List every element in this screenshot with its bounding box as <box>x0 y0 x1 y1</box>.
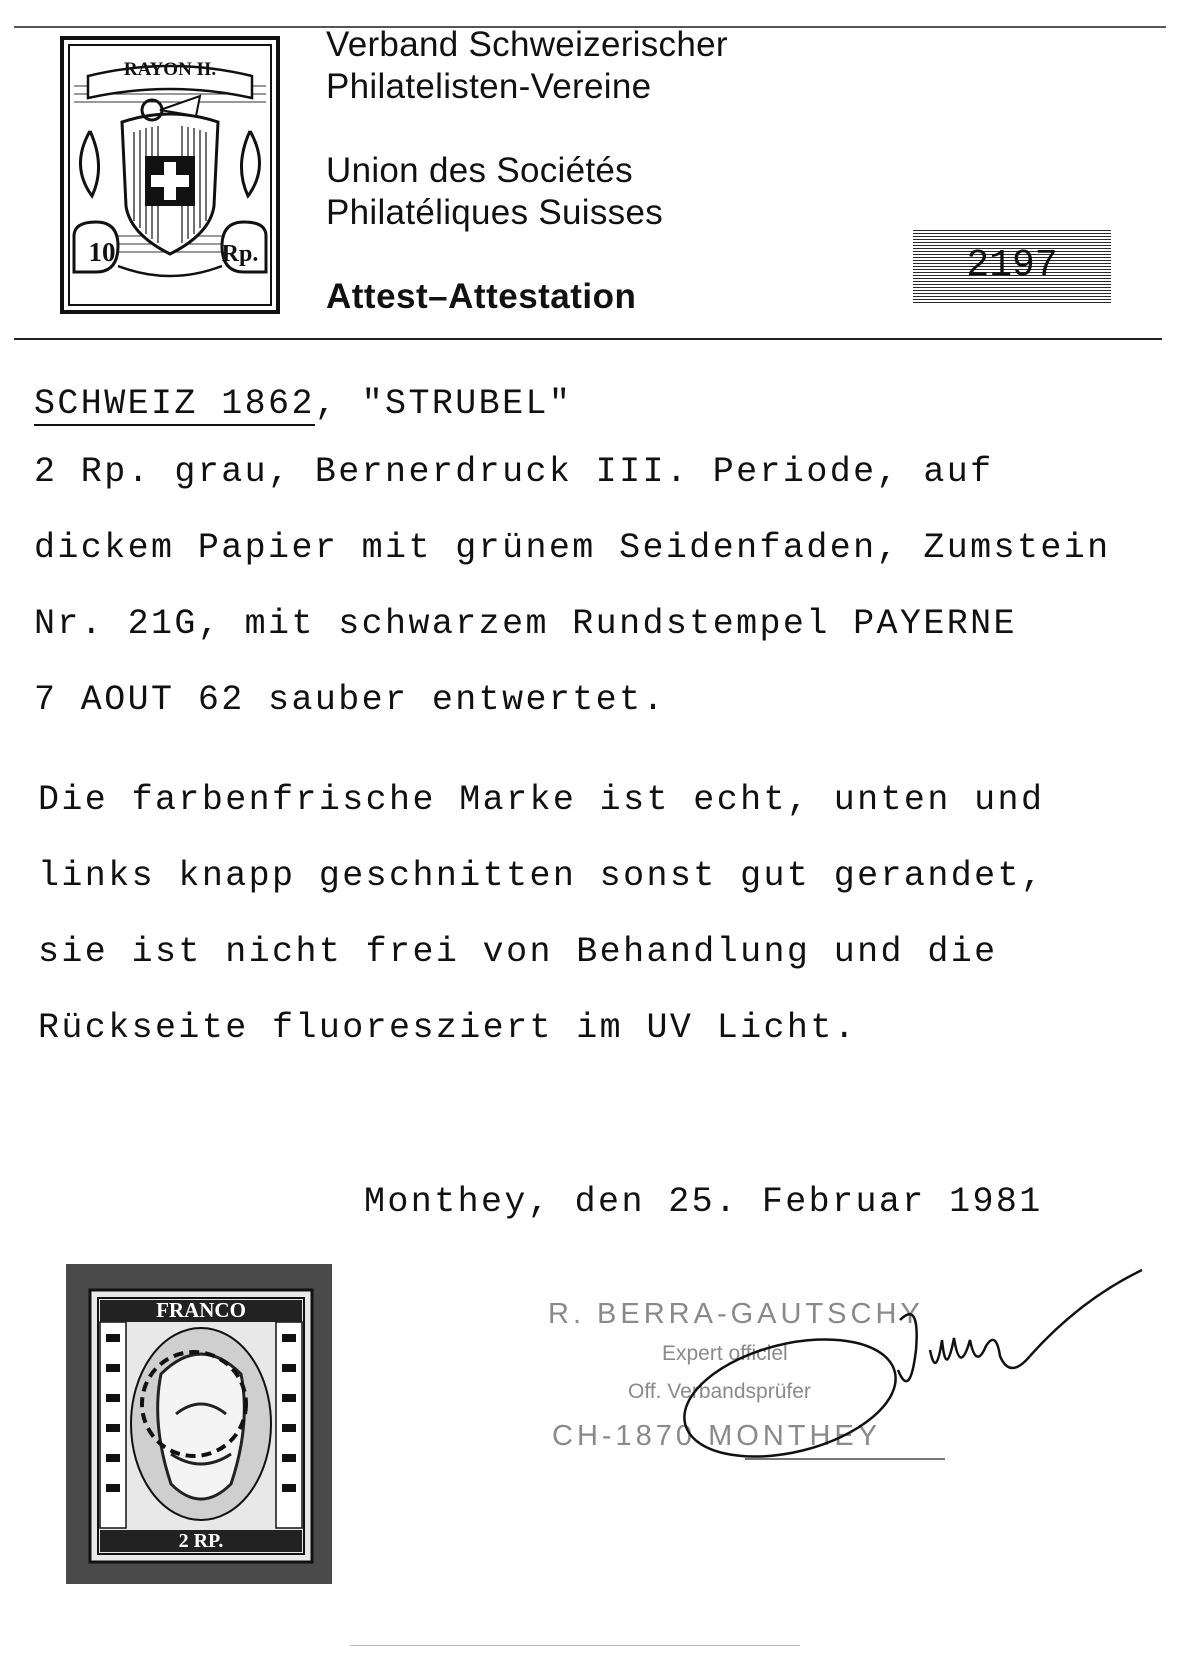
org-de-line1: Verband Schweizerischer <box>326 25 728 64</box>
subject-name: , "STRUBEL" <box>314 384 573 424</box>
handwritten-signature <box>680 1260 1150 1480</box>
expert-stamp-line3: Off. Verbandsprüfer <box>628 1380 811 1403</box>
stamp-photo-bottom-text: 2 RP. <box>178 1530 224 1552</box>
rayon-stamp-logo <box>60 36 280 314</box>
subject-country-year: SCHWEIZ 1862 <box>34 384 315 424</box>
description-line: dickem Papier mit grünem Seidenfaden, Zumstein <box>34 528 1111 568</box>
assessment-line: links knapp geschnitten sonst gut gerandet, <box>38 856 1045 896</box>
assessment-line: Die farbenfrische Marke ist echt, unten und <box>38 780 1045 820</box>
certificate-number: 2197 <box>966 244 1058 287</box>
document-type: Attest–Attestation <box>326 277 637 316</box>
expert-stamp-line2: Expert officiel <box>662 1342 788 1365</box>
assessment-line: Rückseite fluoresziert im UV Licht. <box>38 1008 858 1048</box>
description-line: 7 AOUT 62 sauber entwertet. <box>34 680 666 720</box>
description-line: 2 Rp. grau, Bernerdruck III. Periode, auf <box>34 452 994 492</box>
logo-value-right: Rp. <box>221 241 259 267</box>
description-line: Nr. 21G, mit schwarzem Rundstempel PAYERNE <box>34 604 1017 644</box>
bottom-rule <box>350 1645 800 1646</box>
place-date: Monthey, den 25. Februar 1981 <box>364 1182 1043 1222</box>
assessment-line: sie ist nicht frei von Behandlung und die <box>38 932 998 972</box>
expert-stamp-line4: CH-1870 MONTHEY <box>552 1420 882 1452</box>
org-fr-line2: Philatéliques Suisses <box>326 193 664 232</box>
stamp-photo-top-text: FRANCO <box>156 1298 246 1322</box>
logo-top-label: RAYON II. <box>123 59 217 80</box>
stamp-photo <box>66 1264 332 1584</box>
org-de-line2: Philatelisten-Vereine <box>326 67 652 106</box>
subject-heading <box>34 384 572 424</box>
header-divider <box>14 338 1162 340</box>
org-fr-line1: Union des Sociétés <box>326 151 633 190</box>
expert-stamp-name: R. BERRA-GAUTSCHY <box>548 1298 924 1330</box>
logo-value-left: 10 <box>88 237 116 267</box>
